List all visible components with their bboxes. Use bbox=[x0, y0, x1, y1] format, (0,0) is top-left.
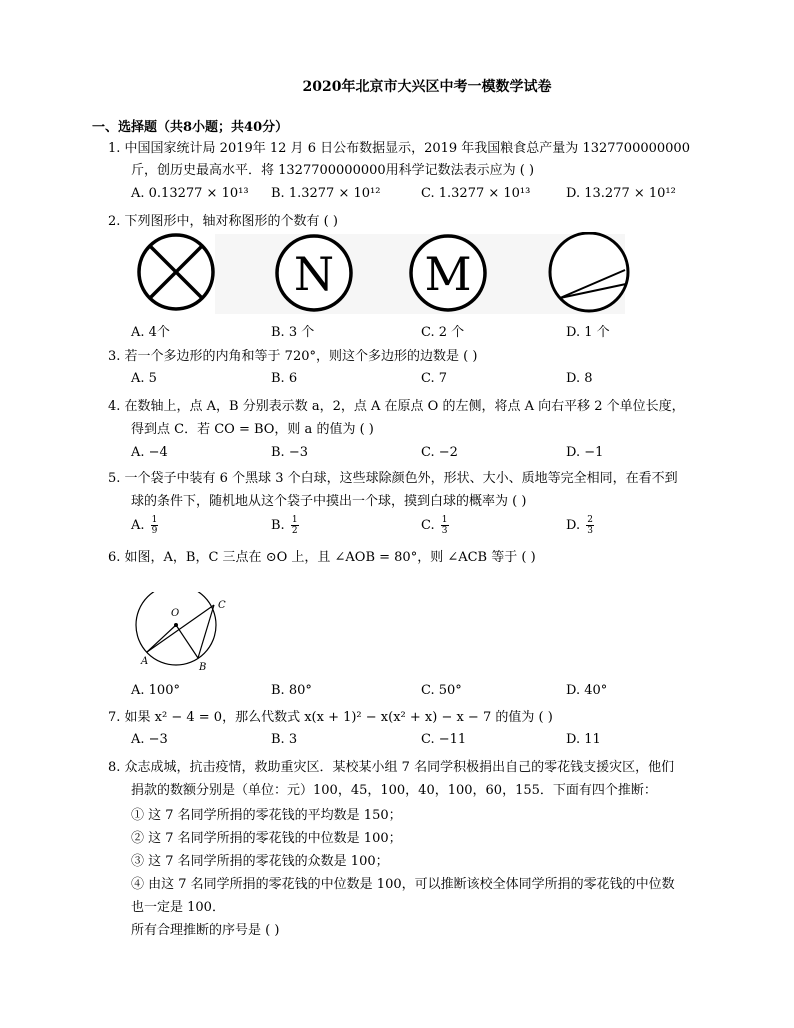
q7-stem: 7. 如果 x² − 4 = 0，那么代数式 x(x + 1)² − x(x² + x) − x − 7 的值为 ( ) bbox=[108, 710, 553, 725]
option-label: D. bbox=[566, 518, 581, 533]
q1-option-c[interactable]: C. 1.3277 × 10¹³ bbox=[421, 186, 531, 201]
center-point bbox=[174, 623, 178, 627]
fraction-numerator: 2 bbox=[587, 515, 593, 525]
label-b: B bbox=[199, 662, 207, 673]
option-label: B. bbox=[271, 518, 285, 533]
figure-letter-m: M bbox=[424, 247, 472, 301]
fraction-numerator: 1 bbox=[291, 515, 298, 525]
q6-option-a[interactable]: A. 100° bbox=[131, 683, 180, 698]
q8-inference-4: ④ 由这 7 名同学所捐的零花钱的中位数是 100，可以推断该校全体同学所捐的零花钱的中位数 bbox=[131, 877, 675, 892]
q3-option-b[interactable]: B. 6 bbox=[271, 371, 298, 386]
q8-question: 所有合理推断的序号是 ( ) bbox=[131, 923, 280, 938]
q4-option-b[interactable]: B. −3 bbox=[271, 445, 308, 460]
segment-bc bbox=[198, 605, 214, 658]
segment-oa bbox=[147, 625, 176, 652]
fraction bbox=[151, 515, 159, 536]
figure-letter-n: N bbox=[293, 247, 335, 301]
q3-stem: 3. 若一个多边形的内角和等于 720°，则这个多边形的边数是 ( ) bbox=[108, 349, 478, 364]
q3-option-d[interactable]: D. 8 bbox=[566, 371, 593, 386]
q2-options bbox=[131, 321, 731, 341]
fraction-denominator: 2 bbox=[291, 526, 298, 536]
q4-option-a[interactable]: A. −4 bbox=[131, 445, 168, 460]
fraction bbox=[291, 515, 299, 536]
q7-option-a[interactable]: A. −3 bbox=[131, 732, 168, 747]
q6-options bbox=[131, 683, 731, 703]
section-heading: 一、选择题（共8小题；共40分） bbox=[92, 120, 289, 135]
q8-inference-2: ② 这 7 名同学所捐的零花钱的中位数是 100； bbox=[131, 831, 402, 846]
fraction-numerator: 1 bbox=[441, 515, 448, 525]
q4-option-d[interactable]: D. −1 bbox=[566, 445, 604, 460]
q5-option-d[interactable] bbox=[566, 515, 594, 536]
circle-x-icon bbox=[139, 235, 213, 309]
q1-stem-line1: 1. 中国国家统计局 2019年 12 月 6 日公布数据显示，2019 年我国粮食总产量为 1327700000000 bbox=[108, 141, 690, 156]
q5-stem-line1: 5. 一个袋子中装有 6 个黑球 3 个白球，这些球除颜色外，形状、大小、质地等完全相同，在看不到 bbox=[108, 471, 678, 486]
q7-option-c[interactable]: C. −11 bbox=[421, 732, 467, 747]
fraction-numerator: 1 bbox=[151, 515, 158, 525]
label-c: C bbox=[218, 600, 226, 611]
q3-option-c[interactable]: C. 7 bbox=[421, 371, 448, 386]
q6-option-d[interactable]: D. 40° bbox=[566, 683, 608, 698]
option-label: A. bbox=[131, 518, 145, 533]
q4-stem-line2: 得到点 C．若 CO = BO，则 a 的值为 ( ) bbox=[131, 422, 374, 437]
q7-option-d[interactable]: D. 11 bbox=[566, 732, 601, 747]
q2-option-c[interactable]: C. 2 个 bbox=[421, 325, 465, 340]
fraction bbox=[441, 515, 449, 536]
q1-option-b[interactable]: B. 1.3277 × 10¹² bbox=[271, 186, 381, 201]
fraction-denominator: 3 bbox=[441, 526, 448, 536]
q4-options bbox=[131, 445, 731, 465]
q7-options bbox=[131, 732, 731, 752]
label-o: O bbox=[171, 608, 180, 619]
q3-options bbox=[131, 371, 731, 391]
q2-option-d[interactable]: D. 1 个 bbox=[566, 325, 610, 340]
fraction bbox=[586, 515, 594, 536]
q6-circle-figure bbox=[128, 592, 238, 676]
q2-option-b[interactable]: B. 3 个 bbox=[271, 325, 315, 340]
q8-stem-line1: 8. 众志成城，抗击疫情，救助重灾区．某校某小组 7 名同学积极捐出自己的零花钱支援灾区，他们 bbox=[108, 760, 675, 775]
q1-option-a[interactable]: A. 0.13277 × 10¹³ bbox=[131, 186, 249, 201]
fraction-denominator: 3 bbox=[587, 526, 593, 536]
q3-option-a[interactable]: A. 5 bbox=[131, 371, 157, 386]
q5-option-a[interactable] bbox=[131, 515, 158, 536]
q2-option-a[interactable]: A. 4个 bbox=[131, 325, 170, 340]
q2-stem: 2. 下列图形中，轴对称图形的个数有 ( ) bbox=[108, 214, 338, 229]
q5-stem-line2: 球的条件下，随机地从这个袋子中摸出一个球，摸到白球的概率为 ( ) bbox=[131, 494, 527, 509]
q8-inference-3: ③ 这 7 名同学所捐的零花钱的众数是 100； bbox=[131, 854, 389, 869]
circle-chord-icon bbox=[550, 233, 628, 311]
fraction-denominator: 9 bbox=[151, 526, 158, 536]
circle-o-icon bbox=[136, 592, 216, 665]
q2-figures bbox=[120, 232, 640, 316]
q5-option-b[interactable] bbox=[271, 515, 299, 536]
q6-stem: 6. 如图，A，B，C 三点在 ⊙O 上，且 ∠AOB = 80°，则 ∠ACB 等于 ( ) bbox=[108, 550, 536, 565]
q4-stem-line1: 4. 在数轴上，点 A，B 分别表示数 a，2，点 A 在原点 O 的左侧，将点 A 向右平移 2 个单位长度， bbox=[108, 399, 685, 414]
q1-stem-line2: 斤，创历史最高水平．将 1327700000000用科学记数法表示应为 ( ) bbox=[131, 163, 535, 178]
option-label: C. bbox=[421, 518, 435, 533]
q1-option-d[interactable]: D. 13.277 × 10¹² bbox=[566, 186, 676, 201]
q6-option-b[interactable]: B. 80° bbox=[271, 683, 312, 698]
q1-options bbox=[131, 186, 731, 206]
label-a: A bbox=[141, 656, 149, 667]
q7-option-b[interactable]: B. 3 bbox=[271, 732, 298, 747]
q8-stem-line2: 捐款的数额分别是（单位：元）100，45，100，40，100，60，155．下面有四个推断： bbox=[131, 783, 657, 798]
q6-option-c[interactable]: C. 50° bbox=[421, 683, 462, 698]
segment-ac bbox=[147, 605, 214, 652]
q4-option-c[interactable]: C. −2 bbox=[421, 445, 458, 460]
page-title: 2020年北京市大兴区中考一模数学试卷 bbox=[302, 79, 552, 95]
circle-m-icon bbox=[411, 236, 485, 310]
q5-option-c[interactable] bbox=[421, 515, 449, 536]
circle-n-icon bbox=[277, 236, 351, 310]
q8-inference-4-cont: 也一定是 100． bbox=[131, 900, 225, 915]
q5-options bbox=[131, 515, 731, 541]
q8-inference-1: ① 这 7 名同学所捐的零花钱的平均数是 150； bbox=[131, 808, 402, 823]
